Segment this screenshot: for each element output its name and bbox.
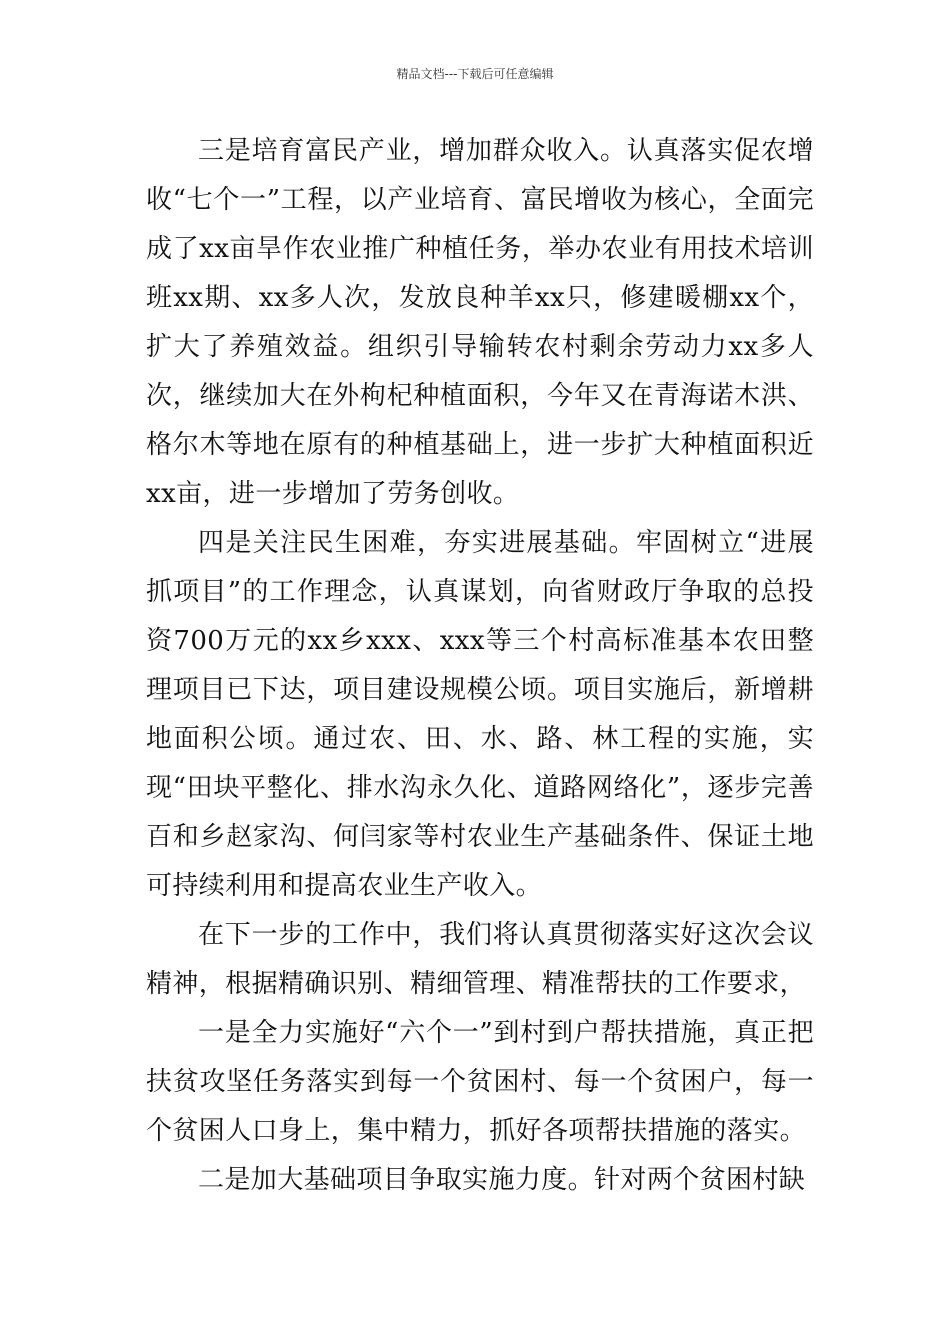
paragraph-measures: 一是全力实施好“六个一”到村到户帮扶措施，真正把扶贫攻坚任务落实到每一个贫困村、每一个贫困户，每一个贫困人口身上，集中精力，抓好各项帮扶措施的落实。 (146, 1018, 814, 1146)
paragraph-projects: 二是加大基础项目争取实施力度。针对两个贫困村缺 (198, 1165, 806, 1195)
page-header: 精品文档---下载后可任意编辑 (396, 67, 554, 81)
paragraph-livelihood: 四是关注民生困难，夯实进展基础。牢固树立“进展抓项目”的工作理念，认真谋划，向省财政厅争取的总投资700万元的xx乡xxx、xxx等三个村高标准基本农田整理项目已下达，项目建设规模公顷。项目实施后，新增耕地面积公顷。通过农、田、水、路、林工程的实施，实现“田块平整化、排水沟永久化、道路网络化”，逐步完善百和乡赵家沟、何闫家等村农业生产基础条件、保证土地可持续利用和提高农业生产收入。 (146, 528, 814, 901)
paragraph-industry: 三是培育富民产业，增加群众收入。认真落实促农增收“七个一”工程，以产业培育、富民增收为核心，全面完成了xx亩旱作农业推广种植任务，举办农业有用技术培训班xx期、xx多人次，发放良种羊xx只，修建暖棚xx个，扩大了养殖效益。组织引导输转农村剩余劳动力xx多人次，继续加大在外枸杞种植面积，今年又在青海诺木洪、格尔木等地在原有的种植基础上，进一步扩大种植面积近xx亩，进一步增加了劳务创收。 (146, 136, 814, 509)
document-body (146, 127, 814, 1205)
paragraph-next-step: 在下一步的工作中，我们将认真贯彻落实好这次会议精神，根据精确识别、精细管理、精准帮扶的工作要求， (146, 920, 814, 999)
